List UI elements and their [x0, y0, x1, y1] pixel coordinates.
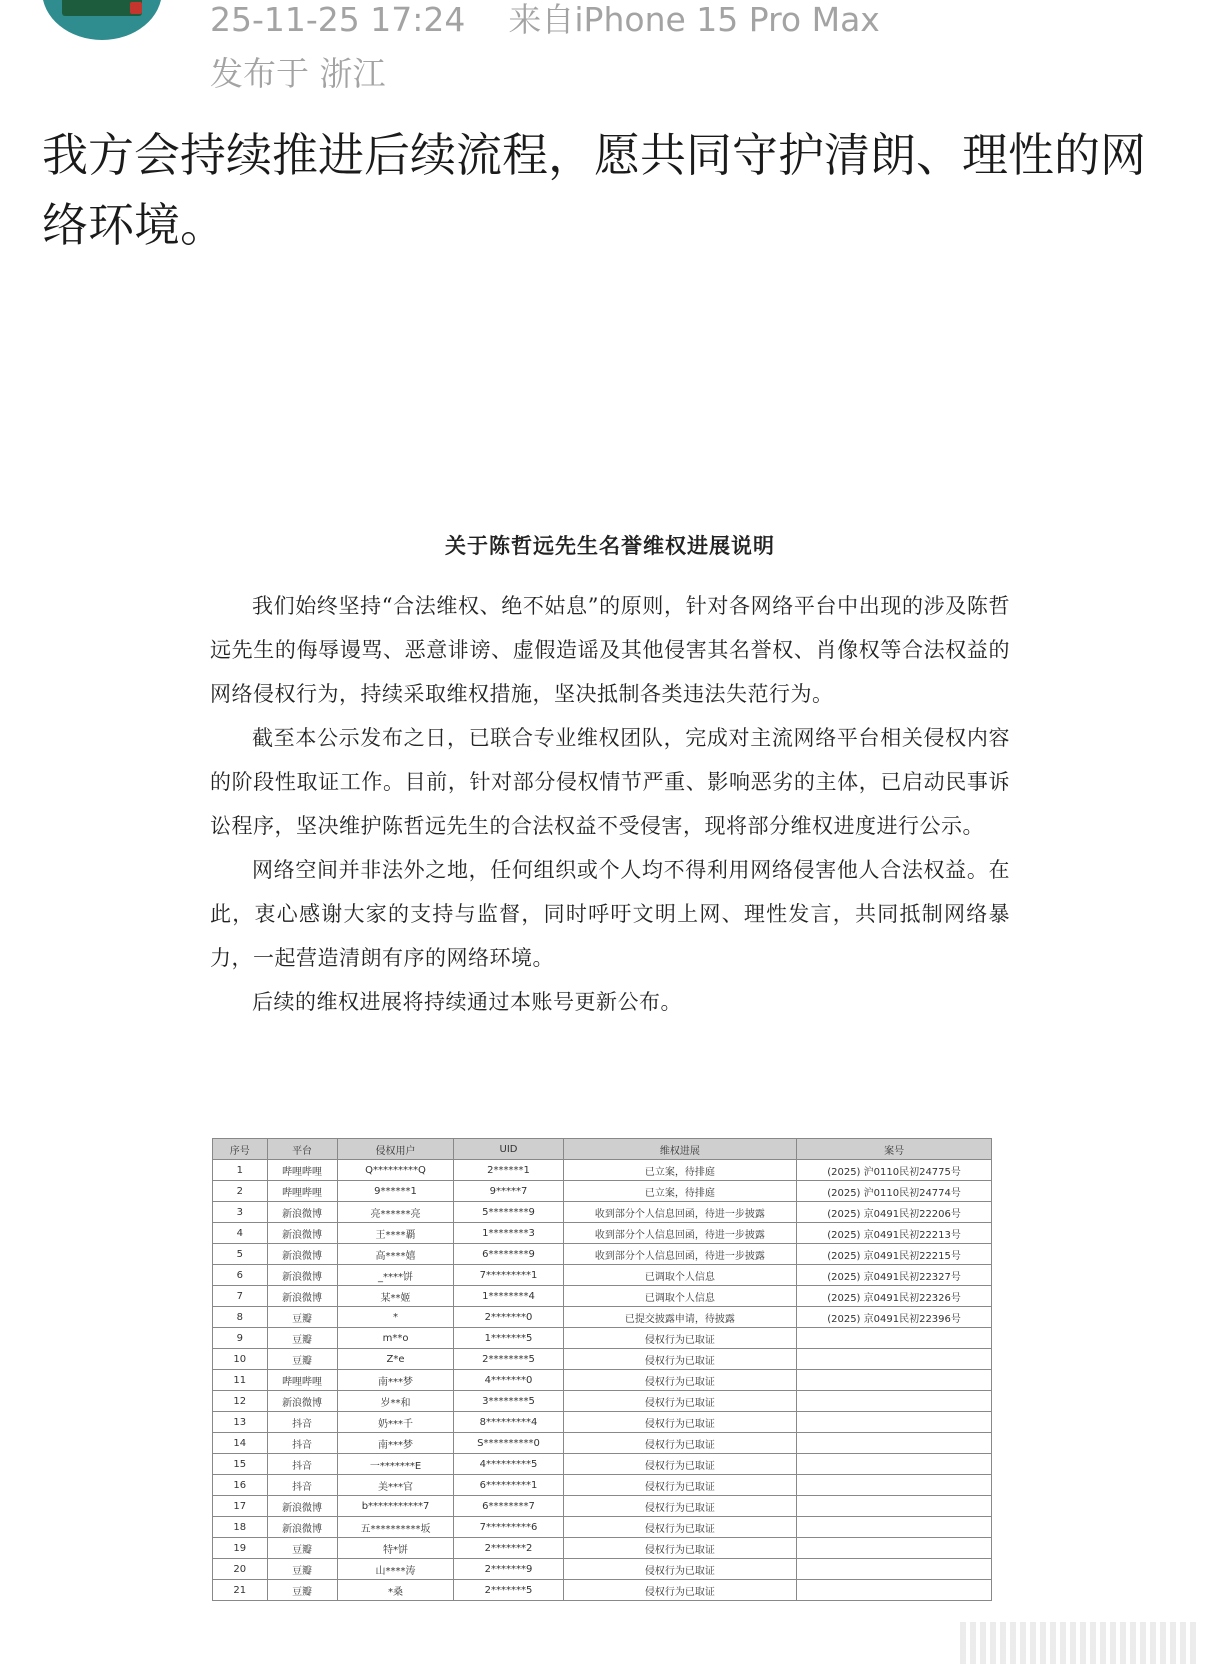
row-platform: 豆瓣: [267, 1559, 337, 1580]
row-progress: 侵权行为已取证: [563, 1412, 797, 1433]
row-case-number: (2025) 京0491民初22215号: [797, 1244, 992, 1265]
table-row: [213, 1223, 992, 1244]
row-user: 一*******E: [337, 1454, 454, 1475]
row-progress: 侵权行为已取证: [563, 1580, 797, 1601]
row-progress: 已立案，待排庭: [563, 1181, 797, 1202]
document-paragraph: 截至本公示发布之日，已联合专业维权团队，完成对主流网络平台相关侵权内容的阶段性取证工作。目前，针对部分侵权情节严重、影响恶劣的主体，已启动民事诉讼程序，坚决维护陈哲远先生的合法权益不受侵害，现将部分维权进度进行公示。: [210, 726, 1010, 838]
row-platform: 豆瓣: [267, 1328, 337, 1349]
row-user: 山****涛: [337, 1559, 454, 1580]
row-index: 3: [213, 1202, 268, 1223]
post-timestamp: 25-11-25 17:24: [210, 0, 466, 39]
row-platform: 抖音: [267, 1454, 337, 1475]
row-progress: 侵权行为已取证: [563, 1496, 797, 1517]
row-uid: 6********7: [454, 1496, 563, 1517]
row-index: 1: [213, 1160, 268, 1181]
row-index: 19: [213, 1538, 268, 1559]
row-platform: 新浪微博: [267, 1244, 337, 1265]
table-row: [213, 1454, 992, 1475]
row-user: 某**姬: [337, 1286, 454, 1307]
row-progress: 侵权行为已取证: [563, 1433, 797, 1454]
document-title: 关于陈哲远先生名誉维权进展说明: [445, 533, 775, 558]
row-user: 五**********坂: [337, 1517, 454, 1538]
table-row: [213, 1559, 992, 1580]
row-platform: 豆瓣: [267, 1580, 337, 1601]
table-header-row: [213, 1139, 992, 1160]
row-user: 亮******亮: [337, 1202, 454, 1223]
document-paragraph: 网络空间并非法外之地，任何组织或个人均不得利用网络侵害他人合法权益。在此，衷心感谢大家的支持与监督，同时呼吁文明上网、理性发言，共同抵制网络暴力，一起营造清朗有序的网络环境。: [210, 858, 1010, 970]
column-header: 平台: [267, 1139, 337, 1160]
table-row: [213, 1475, 992, 1496]
row-platform: 新浪微博: [267, 1286, 337, 1307]
table-row: [213, 1307, 992, 1328]
row-uid: 4*********5: [454, 1454, 563, 1475]
table-row: [213, 1391, 992, 1412]
row-uid: 7*********1: [454, 1265, 563, 1286]
row-uid: 2*******0: [454, 1307, 563, 1328]
table-row: [213, 1160, 992, 1181]
row-user: 9******1: [337, 1181, 454, 1202]
row-uid: 6********9: [454, 1244, 563, 1265]
table-row: [213, 1412, 992, 1433]
document-paragraph: 后续的维权进展将持续通过本账号更新公布。: [252, 990, 682, 1014]
row-index: 2: [213, 1181, 268, 1202]
row-user: m**o: [337, 1328, 454, 1349]
row-case-number: [797, 1475, 992, 1496]
row-index: 9: [213, 1328, 268, 1349]
row-progress: 侵权行为已取证: [563, 1370, 797, 1391]
table-row: [213, 1286, 992, 1307]
row-index: 21: [213, 1580, 268, 1601]
row-progress: 收到部分个人信息回函，待进一步披露: [563, 1223, 797, 1244]
row-index: 17: [213, 1496, 268, 1517]
row-progress: 侵权行为已取证: [563, 1517, 797, 1538]
column-header: 序号: [213, 1139, 268, 1160]
row-uid: 1*******5: [454, 1328, 563, 1349]
row-user: *: [337, 1307, 454, 1328]
table-row: [213, 1370, 992, 1391]
table-row: [213, 1265, 992, 1286]
row-user: Z*e: [337, 1349, 454, 1370]
row-uid: 2******1: [454, 1160, 563, 1181]
row-user: 高****嬉: [337, 1244, 454, 1265]
row-platform: 哔哩哔哩: [267, 1160, 337, 1181]
table-row: [213, 1181, 992, 1202]
table-row: [213, 1538, 992, 1559]
document-paragraph: 我们始终坚持“合法维权、绝不姑息”的原则，针对各网络平台中出现的涉及陈哲远先生的侮辱谩骂、恶意诽谤、虚假造谣及其他侵害其名誉权、肖像权等合法权益的网络侵权行为，持续采取维权措施，坚决抵制各类违法失范行为。: [210, 594, 1010, 706]
row-uid: 1********4: [454, 1286, 563, 1307]
post-text: 我方会持续推进后续流程，愿共同守护清朗、理性的网络环境。: [42, 128, 1146, 252]
column-header: UID: [454, 1139, 563, 1160]
row-uid: 1********3: [454, 1223, 563, 1244]
row-progress: 已立案，待排庭: [563, 1160, 797, 1181]
avatar[interactable]: [42, 0, 162, 40]
row-progress: 收到部分个人信息回函，待进一步披露: [563, 1202, 797, 1223]
column-header: 案号: [797, 1139, 992, 1160]
row-user: 特*饼: [337, 1538, 454, 1559]
row-case-number: (2025) 沪0110民初24774号: [797, 1181, 992, 1202]
post-location: 发布于 浙江: [210, 54, 386, 93]
row-uid: S**********0: [454, 1433, 563, 1454]
row-case-number: [797, 1412, 992, 1433]
row-platform: 豆瓣: [267, 1307, 337, 1328]
row-case-number: [797, 1559, 992, 1580]
row-case-number: [797, 1349, 992, 1370]
row-uid: 5********9: [454, 1202, 563, 1223]
post-meta: [210, 0, 880, 41]
row-index: 16: [213, 1475, 268, 1496]
row-platform: 新浪微博: [267, 1202, 337, 1223]
row-index: 14: [213, 1433, 268, 1454]
row-platform: 哔哩哔哩: [267, 1370, 337, 1391]
row-platform: 抖音: [267, 1475, 337, 1496]
row-case-number: (2025) 京0491民初22213号: [797, 1223, 992, 1244]
row-index: 5: [213, 1244, 268, 1265]
row-case-number: (2025) 京0491民初22326号: [797, 1286, 992, 1307]
row-index: 7: [213, 1286, 268, 1307]
table-row: [213, 1202, 992, 1223]
row-progress: 侵权行为已取证: [563, 1538, 797, 1559]
row-uid: 4*******0: [454, 1370, 563, 1391]
row-user: 奶***千: [337, 1412, 454, 1433]
row-user: 美***官: [337, 1475, 454, 1496]
row-index: 11: [213, 1370, 268, 1391]
row-index: 10: [213, 1349, 268, 1370]
row-case-number: (2025) 京0491民初22396号: [797, 1307, 992, 1328]
row-index: 20: [213, 1559, 268, 1580]
row-case-number: [797, 1370, 992, 1391]
row-platform: 豆瓣: [267, 1349, 337, 1370]
row-user: 南***梦: [337, 1370, 454, 1391]
row-case-number: (2025) 沪0110民初24775号: [797, 1160, 992, 1181]
row-case-number: (2025) 京0491民初22327号: [797, 1265, 992, 1286]
row-progress: 已调取个人信息: [563, 1265, 797, 1286]
row-progress: 侵权行为已取证: [563, 1454, 797, 1475]
row-platform: 豆瓣: [267, 1538, 337, 1559]
row-uid: 2********5: [454, 1349, 563, 1370]
row-platform: 新浪微博: [267, 1391, 337, 1412]
row-platform: 新浪微博: [267, 1265, 337, 1286]
row-index: 8: [213, 1307, 268, 1328]
column-header: 维权进展: [563, 1139, 797, 1160]
table-row: [213, 1349, 992, 1370]
row-progress: 已提交披露申请，待披露: [563, 1307, 797, 1328]
row-case-number: [797, 1454, 992, 1475]
table-row: [213, 1517, 992, 1538]
row-progress: 已调取个人信息: [563, 1286, 797, 1307]
row-case-number: [797, 1496, 992, 1517]
row-progress: 收到部分个人信息回函，待进一步披露: [563, 1244, 797, 1265]
post-source: 来自iPhone 15 Pro Max: [508, 0, 880, 39]
row-platform: 新浪微博: [267, 1223, 337, 1244]
table-row: [213, 1244, 992, 1265]
row-case-number: [797, 1328, 992, 1349]
row-progress: 侵权行为已取证: [563, 1475, 797, 1496]
row-case-number: [797, 1517, 992, 1538]
watermark: [960, 1622, 1196, 1664]
row-platform: 抖音: [267, 1433, 337, 1454]
row-user: _****饼: [337, 1265, 454, 1286]
row-uid: 2*******5: [454, 1580, 563, 1601]
row-platform: 抖音: [267, 1412, 337, 1433]
row-index: 12: [213, 1391, 268, 1412]
row-index: 6: [213, 1265, 268, 1286]
row-uid: 7*********6: [454, 1517, 563, 1538]
column-header: 侵权用户: [337, 1139, 454, 1160]
row-index: 13: [213, 1412, 268, 1433]
row-progress: 侵权行为已取证: [563, 1391, 797, 1412]
row-progress: 侵权行为已取证: [563, 1328, 797, 1349]
row-user: 南***梦: [337, 1433, 454, 1454]
row-case-number: [797, 1580, 992, 1601]
row-uid: 2*******9: [454, 1559, 563, 1580]
row-platform: 哔哩哔哩: [267, 1181, 337, 1202]
row-progress: 侵权行为已取证: [563, 1349, 797, 1370]
row-user: *桑: [337, 1580, 454, 1601]
table-row: [213, 1580, 992, 1601]
row-index: 15: [213, 1454, 268, 1475]
table-body: [213, 1160, 992, 1601]
row-user: Q*********Q: [337, 1160, 454, 1181]
table-row: [213, 1433, 992, 1454]
row-progress: 侵权行为已取证: [563, 1559, 797, 1580]
document-image[interactable]: [210, 530, 1010, 1024]
table-row: [213, 1496, 992, 1517]
row-case-number: [797, 1538, 992, 1559]
row-uid: 8*********4: [454, 1412, 563, 1433]
table-row: [213, 1328, 992, 1349]
row-user: 岁**和: [337, 1391, 454, 1412]
row-uid: 6*********1: [454, 1475, 563, 1496]
row-platform: 新浪微博: [267, 1496, 337, 1517]
row-uid: 3********5: [454, 1391, 563, 1412]
avatar-accent: [130, 2, 142, 14]
row-case-number: [797, 1391, 992, 1412]
row-user: b***********7: [337, 1496, 454, 1517]
row-case-number: (2025) 京0491民初22206号: [797, 1202, 992, 1223]
row-index: 4: [213, 1223, 268, 1244]
row-uid: 2*******2: [454, 1538, 563, 1559]
row-platform: 新浪微博: [267, 1517, 337, 1538]
progress-table: [212, 1138, 992, 1601]
row-uid: 9*****7: [454, 1181, 563, 1202]
row-case-number: [797, 1433, 992, 1454]
row-user: 王****覇: [337, 1223, 454, 1244]
row-index: 18: [213, 1517, 268, 1538]
